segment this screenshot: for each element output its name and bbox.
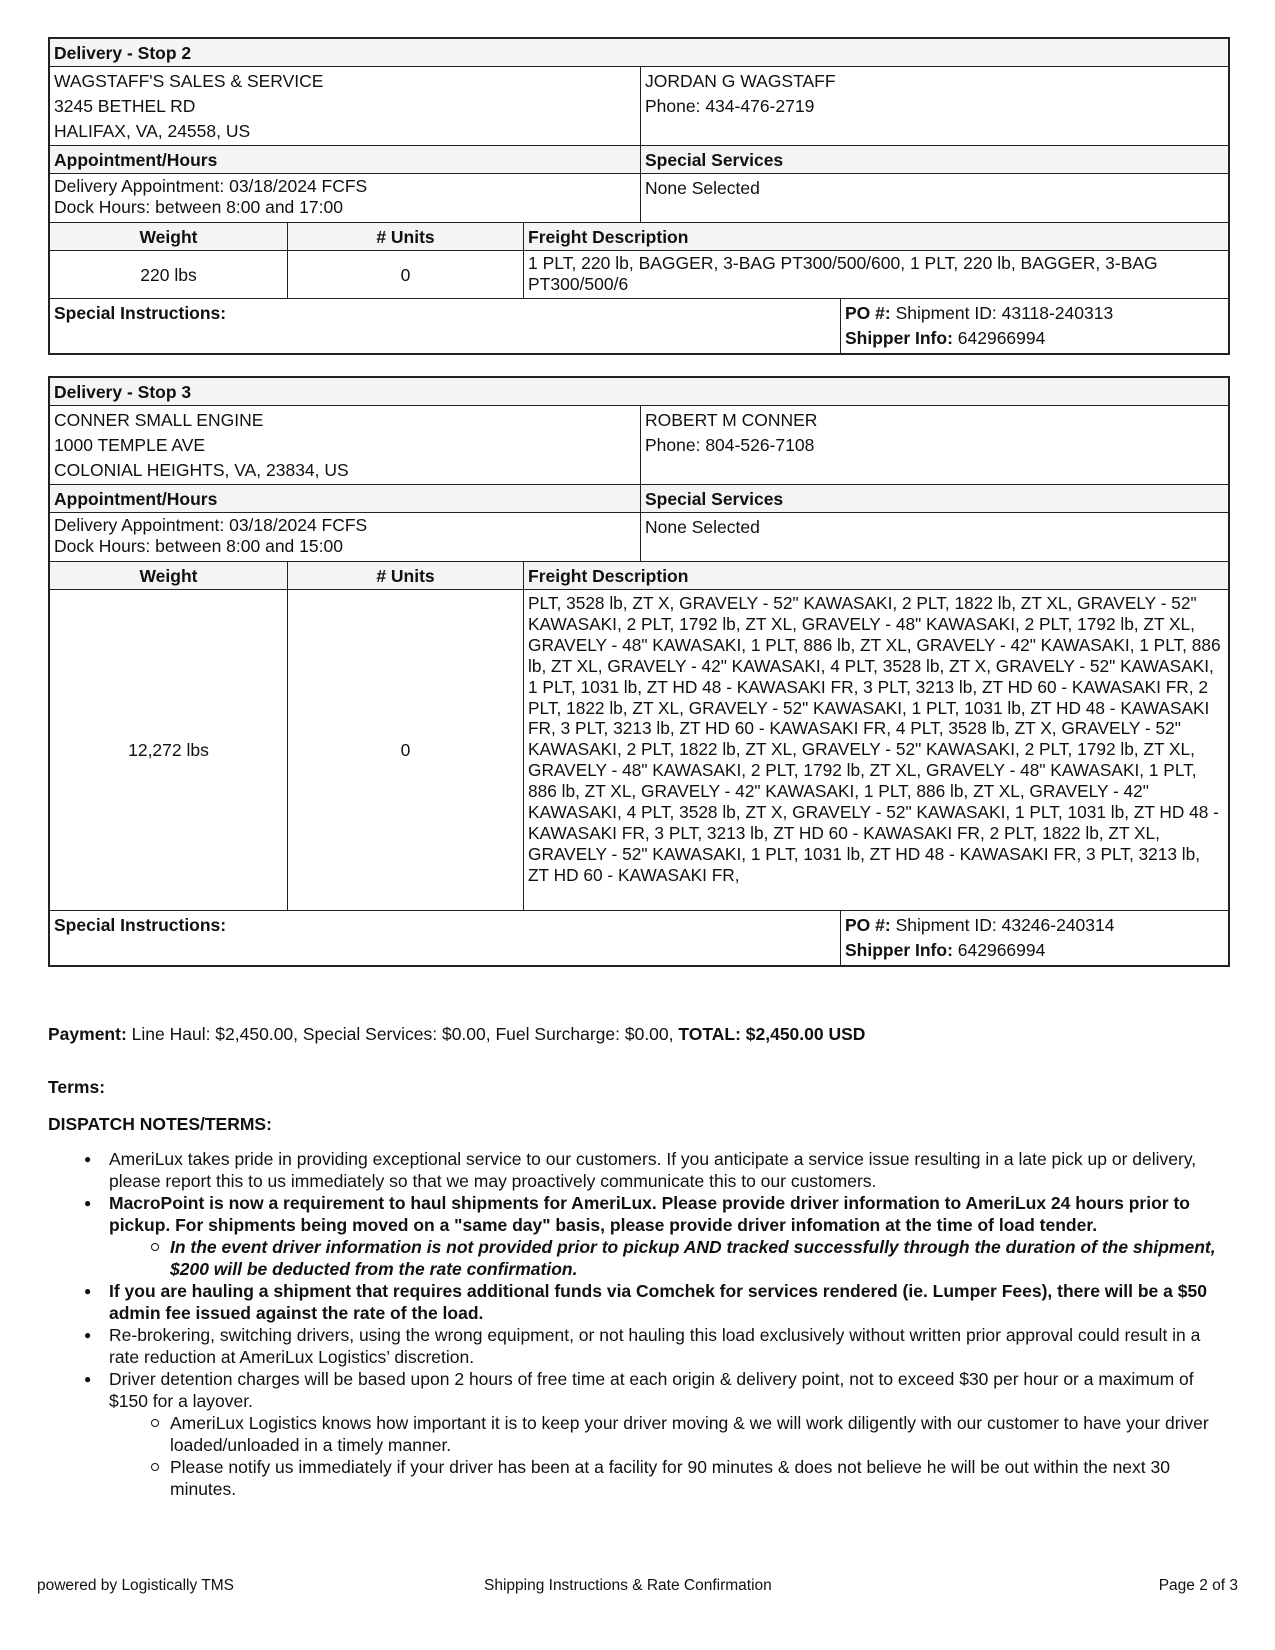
address-line-1: 1000 TEMPLE AVE <box>54 435 206 455</box>
appointment-info <box>50 513 640 561</box>
note-item <box>109 1192 1228 1280</box>
po-label: PO #: <box>845 303 891 323</box>
company-name: CONNER SMALL ENGINE <box>54 410 264 430</box>
contact-info <box>640 67 1228 145</box>
stop-title: Delivery - Stop 3 <box>54 382 192 402</box>
special-services-header: Special Services <box>640 146 1228 173</box>
stop-title: Delivery - Stop 2 <box>54 43 192 63</box>
consignee-address <box>50 406 640 484</box>
note-text: AmeriLux takes pride in providing exceptional service to our customers. If you anticipate a service issue resulting in a late pick up or delivery, please report this to us immediately so that we may proactively communicate this to our customers. <box>109 1149 1197 1191</box>
note-text: In the event driver information is not provided prior to pickup AND tracked successfully through the duration of the shipment, $200 will be deducted from the rate confirmation. <box>170 1237 1216 1279</box>
contact-info <box>640 406 1228 484</box>
stop-title-row <box>50 39 1228 66</box>
footer-powered-by: powered by Logistically TMS <box>37 1577 234 1594</box>
special-services-value: None Selected <box>640 174 1228 222</box>
po-label: PO #: <box>845 915 891 935</box>
freight-description: PLT, 3528 lb, ZT X, GRAVELY - 52" KAWASAKI, 2 PLT, 1822 lb, ZT XL, GRAVELY - 52" KAWASAKI, 2 PLT, 1792 lb, ZT XL, GRAVELY - 48" KAWASAKI, 2 PLT, 1792 lb, ZT XL, GRAVELY - 48" KAWASAKI, 1 PLT, 886 lb, ZT XL, GRAVELY - 42" KAWASAKI, 1 PLT, 886 lb, ZT XL, GRAVELY - 42" KAWASAKI, 4 PLT, 3528 lb, ZT X, GRAVELY - 52" KAWASAKI, 1 PLT, 1031 lb, ZT HD 48 - KAWASAKI FR, 3 PLT, 3213 lb, ZT HD 60 - KAWASAKI FR, 2 PLT, 1822 lb, ZT XL, GRAVELY - 52" KAWASAKI, 1 PLT, 1031 lb, ZT HD 48 - KAWASAKI FR, 3 PLT, 3213 lb, ZT HD 60 - KAWASAKI FR, 4 PLT, 3528 lb, ZT X, GRAVELY - 52" KAWASAKI, 2 PLT, 1822 lb, ZT XL, GRAVELY - 52" KAWASAKI, 2 PLT, 1792 lb, ZT XL, GRAVELY - 48" KAWASAKI, 2 PLT, 1792 lb, ZT XL, GRAVELY - 48" KAWASAKI, 1 PLT, 886 lb, ZT XL, GRAVELY - 42" KAWASAKI, 1 PLT, 886 lb, ZT XL, GRAVELY - 42" KAWASAKI, 4 PLT, 3528 lb, ZT X, GRAVELY - 52" KAWASAKI, 1 PLT, 1031 lb, ZT HD 48 - KAWASAKI FR, 3 PLT, 3213 lb, ZT HD 60 - KAWASAKI FR, 2 PLT, 1822 lb, ZT XL, GRAVELY - 52" KAWASAKI, 1 PLT, 1031 lb, ZT HD 48 - KAWASAKI FR, 3 PLT, 3213 lb, ZT HD 60 - KAWASAKI FR, <box>523 590 1228 910</box>
dispatch-notes-label: DISPATCH NOTES/TERMS: <box>48 1114 272 1134</box>
weight-value: 12,272 lbs <box>128 740 209 760</box>
consignee-address <box>50 67 640 145</box>
footer-page-number: Page 2 of 3 <box>1158 1577 1238 1594</box>
address-line-2: COLONIAL HEIGHTS, VA, 23834, US <box>54 460 349 480</box>
company-name: WAGSTAFF'S SALES & SERVICE <box>54 71 324 91</box>
note-item <box>109 1324 1228 1368</box>
notes-list <box>48 1148 1228 1500</box>
shipper-label: Shipper Info: <box>845 328 953 348</box>
shipper-value: 642966994 <box>952 940 1046 960</box>
freight-description: 1 PLT, 220 lb, BAGGER, 3-BAG PT300/500/600, 1 PLT, 220 lb, BAGGER, 3-BAG PT300/500/6 <box>523 251 1228 298</box>
dock-hours: Dock Hours: between 8:00 and 15:00 <box>54 536 343 556</box>
po-value: Shipment ID: 43246-240314 <box>890 915 1115 935</box>
special-services-value: None Selected <box>640 513 1228 561</box>
contact-name: ROBERT M CONNER <box>645 410 818 430</box>
po-shipper-info <box>840 911 1228 965</box>
address-line-2: HALIFAX, VA, 24558, US <box>54 121 251 141</box>
freight-header: Freight Description <box>523 223 1228 250</box>
appointment-header: Appointment/Hours <box>54 150 218 170</box>
dispatch-notes <box>48 1148 1228 1500</box>
special-instructions-label: Special Instructions: <box>54 303 227 323</box>
note-item <box>109 1280 1228 1324</box>
units-header: # Units <box>287 562 523 589</box>
units-header: # Units <box>287 223 523 250</box>
note-text: Please notify us immediately if your driver has been at a facility for 90 minutes & does not believe he will be out within the next 30 minutes. <box>170 1457 1170 1499</box>
special-services-header: Special Services <box>640 485 1228 512</box>
units-value: 0 <box>287 251 523 298</box>
payment-details: Line Haul: $2,450.00, Special Services: $0.00, Fuel Surcharge: $0.00, <box>126 1024 679 1044</box>
note-text: Re-brokering, switching drivers, using the wrong equipment, or not hauling this load exclusively without written prior approval could result in a rate reduction at AmeriLux Logistics’ discretion. <box>109 1325 1201 1367</box>
shipper-value: 642966994 <box>952 328 1046 348</box>
payment-line <box>48 1024 1228 1045</box>
units-value: 0 <box>287 590 523 910</box>
stop-title-row <box>50 378 1228 405</box>
freight-header: Freight Description <box>523 562 1228 589</box>
address-line-1: 3245 BETHEL RD <box>54 96 196 116</box>
appointment-info <box>50 174 640 222</box>
appointment-date: Delivery Appointment: 03/18/2024 FCFS <box>54 176 368 196</box>
note-text: If you are hauling a shipment that requires additional funds via Comchek for services rendered (ie. Lumper Fees), there will be a $50 admin fee issued against the rate of the load. <box>109 1281 1207 1323</box>
delivery-stop-3 <box>48 376 1230 967</box>
dock-hours: Dock Hours: between 8:00 and 17:00 <box>54 197 343 217</box>
po-shipper-info <box>840 299 1228 353</box>
sub-note-item <box>170 1412 1228 1456</box>
appointment-header: Appointment/Hours <box>54 489 218 509</box>
sub-note-item <box>170 1236 1228 1280</box>
sub-notes-list <box>109 1412 1228 1500</box>
payment-label: Payment: <box>48 1024 127 1044</box>
sub-note-item <box>170 1456 1228 1500</box>
contact-phone: Phone: 804-526-7108 <box>645 435 815 455</box>
special-instructions-label: Special Instructions: <box>54 915 227 935</box>
contact-name: JORDAN G WAGSTAFF <box>645 71 836 91</box>
payment-total: TOTAL: $2,450.00 USD <box>678 1024 866 1044</box>
weight-value: 220 lbs <box>140 264 197 285</box>
appointment-date: Delivery Appointment: 03/18/2024 FCFS <box>54 515 368 535</box>
po-value: Shipment ID: 43118-240313 <box>890 303 1114 323</box>
shipper-label: Shipper Info: <box>845 940 953 960</box>
contact-phone: Phone: 434-476-2719 <box>645 96 815 116</box>
note-text: AmeriLux Logistics knows how important it is to keep your driver moving & we will work diligently with our customer to have your driver loaded/unloaded in a timely manner. <box>170 1413 1209 1455</box>
sub-notes-list <box>109 1236 1228 1280</box>
note-text: Driver detention charges will be based upon 2 hours of free time at each origin & delivery point, not to exceed $30 per hour or a maximum of $150 for a layover. <box>109 1369 1194 1411</box>
note-text: MacroPoint is now a requirement to haul shipments for AmeriLux. Please provide driver information to AmeriLux 24 hours prior to pickup. For shipments being moved on a "same day" basis, please provide driver infomation at the time of load tender. <box>109 1193 1190 1235</box>
footer-doc-title: Shipping Instructions & Rate Confirmation <box>484 1577 772 1594</box>
delivery-stop-2 <box>48 37 1230 355</box>
terms-label: Terms: <box>48 1077 106 1097</box>
weight-header: Weight <box>139 566 198 586</box>
note-item <box>109 1368 1228 1500</box>
note-item <box>109 1148 1228 1192</box>
weight-header: Weight <box>139 227 198 247</box>
